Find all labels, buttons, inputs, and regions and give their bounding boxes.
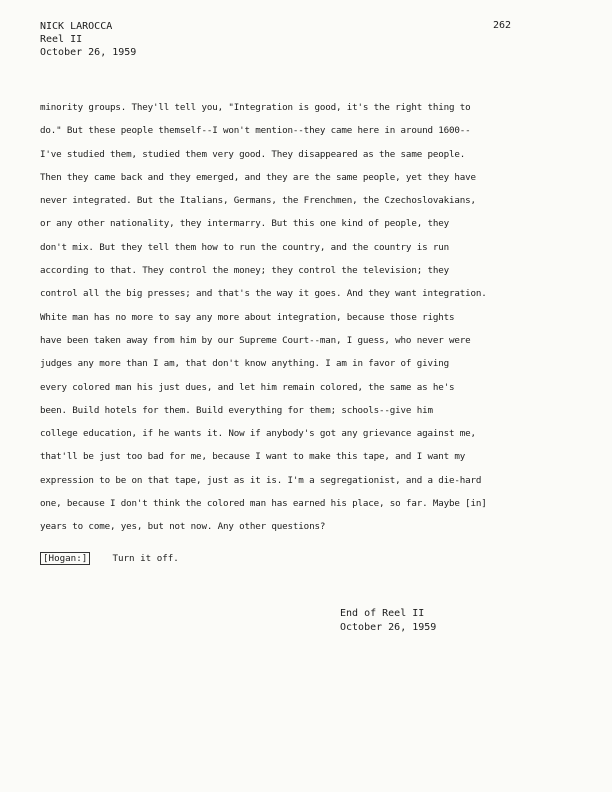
transcript-line: been. Build hotels for them. Build everything for them; schools--give him <box>40 404 433 416</box>
end-of-reel-date: October 26, 1959 <box>340 622 437 633</box>
transcript-line: or any other nationality, they intermarry. But this one kind of people, they <box>40 218 449 230</box>
transcript-line: according to that. They control the money; they control the television; they <box>40 265 449 277</box>
transcript-line: judges any more than I am, that don't know anything. I am in favor of giving <box>40 358 449 370</box>
transcript-line: years to come, yes, but not now. Any other questions? <box>40 521 326 533</box>
speaker-line <box>40 553 179 564</box>
transcript-line: White man has no more to say any more about integration, because those rights <box>40 311 455 323</box>
transcript-line: one, because I don't think the colored man has earned his place, so far. Maybe [in] <box>40 498 487 510</box>
transcript-line: do." But these people themself--I won't mention--they came here in around 1600-- <box>40 125 471 137</box>
reel-label: Reel II <box>40 34 83 45</box>
transcript-line: never integrated. But the Italians, Germans, the Frenchmen, the Czechoslovakians, <box>40 195 476 207</box>
transcript-body <box>40 96 600 539</box>
transcript-line: I've studied them, studied them very good. They disappeared as the same people. <box>40 148 466 160</box>
transcript-line: expression to be on that tape, just as it is. I'm a segregationist, and a die-hard <box>40 474 482 486</box>
header-block <box>40 20 136 59</box>
transcript-line: minority groups. They'll tell you, "Integration is good, it's the right thing to <box>40 102 471 113</box>
transcript-line: control all the big presses; and that's the way it goes. And they want integration. <box>40 288 487 300</box>
transcript-line: every colored man his just dues, and let him remain colored, the same as he's <box>40 381 455 393</box>
interviewee-name: NICK LAROCCA <box>40 21 113 32</box>
transcript-line: don't mix. But they tell them how to run the country, and the country is run <box>40 241 449 253</box>
end-of-reel-label: End of Reel II <box>340 608 425 619</box>
transcript-line: Then they came back and they emerged, and they are the same people, yet they have <box>40 171 476 183</box>
speaker-text: Turn it off. <box>112 553 179 564</box>
transcript-line: college education, if he wants it. Now if anybody's got any grievance against me, <box>40 428 476 440</box>
speaker-label: [Hogan:] <box>40 552 90 565</box>
transcript-line: have been taken away from him by our Supreme Court--man, I guess, who never were <box>40 334 471 346</box>
page-number: 262 <box>493 20 512 31</box>
header-date: October 26, 1959 <box>40 47 137 58</box>
transcript-line: that'll be just too bad for me, because I want to make this tape, and I want my <box>40 451 466 463</box>
end-of-reel-block <box>340 607 436 635</box>
